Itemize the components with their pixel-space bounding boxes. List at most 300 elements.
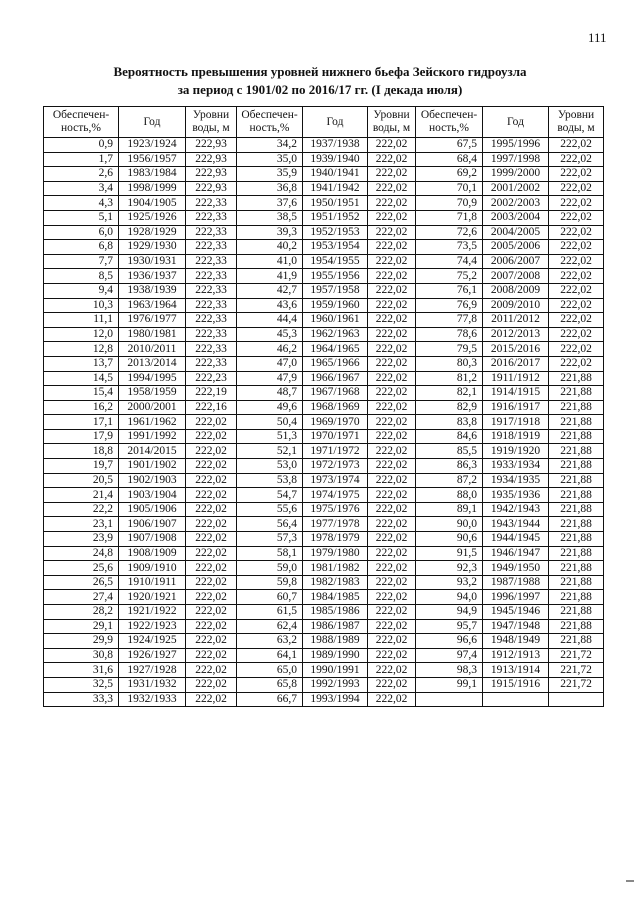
level-cell: 221,88 — [549, 605, 604, 620]
year-cell: 1902/1903 — [119, 473, 186, 488]
level-cell: 222,02 — [368, 444, 416, 459]
level-cell: 222,02 — [368, 152, 416, 167]
year-cell: 1911/1912 — [483, 371, 549, 386]
year-cell: 1906/1907 — [119, 517, 186, 532]
probability-cell: 68,4 — [416, 152, 483, 167]
year-cell: 1918/1919 — [483, 429, 549, 444]
year-cell: 1955/1956 — [303, 269, 368, 284]
year-cell: 1903/1904 — [119, 488, 186, 503]
probability-cell: 2,6 — [44, 167, 119, 182]
year-cell: 1963/1964 — [119, 298, 186, 313]
level-cell: 222,02 — [186, 663, 237, 678]
probability-cell: 92,3 — [416, 561, 483, 576]
level-cell: 222,02 — [549, 283, 604, 298]
level-cell: 222,33 — [186, 327, 237, 342]
year-cell: 1907/1908 — [119, 532, 186, 547]
level-cell: 222,33 — [186, 225, 237, 240]
level-cell: 222,02 — [186, 473, 237, 488]
level-cell: 222,02 — [368, 546, 416, 561]
probability-cell: 82,1 — [416, 386, 483, 401]
probability-cell: 94,0 — [416, 590, 483, 605]
year-cell: 1974/1975 — [303, 488, 368, 503]
year-cell: 1919/1920 — [483, 444, 549, 459]
probability-cell: 23,9 — [44, 532, 119, 547]
level-cell: 222,02 — [368, 138, 416, 153]
year-cell: 1924/1925 — [119, 634, 186, 649]
probability-cell: 41,9 — [237, 269, 303, 284]
probability-cell: 73,5 — [416, 240, 483, 255]
year-cell: 2004/2005 — [483, 225, 549, 240]
year-cell: 2011/2012 — [483, 313, 549, 328]
probability-cell: 84,6 — [416, 429, 483, 444]
probability-cell: 16,2 — [44, 400, 119, 415]
level-cell: 222,02 — [368, 663, 416, 678]
probability-cell: 90,0 — [416, 517, 483, 532]
year-cell: 1935/1936 — [483, 488, 549, 503]
probability-cell: 69,2 — [416, 167, 483, 182]
level-cell: 221,88 — [549, 561, 604, 576]
level-cell: 221,88 — [549, 415, 604, 430]
year-cell: 1950/1951 — [303, 196, 368, 211]
table-row — [44, 386, 604, 401]
year-cell: 1925/1926 — [119, 210, 186, 225]
probability-cell: 13,7 — [44, 356, 119, 371]
probability-cell: 47,0 — [237, 356, 303, 371]
probability-cell: 22,2 — [44, 502, 119, 517]
probability-cell: 3,4 — [44, 181, 119, 196]
level-cell: 221,88 — [549, 502, 604, 517]
probability-cell: 81,2 — [416, 371, 483, 386]
level-cell: 222,02 — [549, 254, 604, 269]
level-cell: 222,02 — [186, 502, 237, 517]
level-cell: 222,02 — [549, 298, 604, 313]
header-year: Год — [483, 107, 549, 138]
probability-cell: 82,9 — [416, 400, 483, 415]
table-row — [44, 371, 604, 386]
probability-cell: 40,2 — [237, 240, 303, 255]
table-row — [44, 327, 604, 342]
table-row — [44, 692, 604, 707]
year-cell: 1943/1944 — [483, 517, 549, 532]
level-cell: 222,02 — [368, 415, 416, 430]
probability-cell: 80,3 — [416, 356, 483, 371]
year-cell: 1942/1943 — [483, 502, 549, 517]
probability-cell: 20,5 — [44, 473, 119, 488]
table-row — [44, 546, 604, 561]
year-cell: 1965/1966 — [303, 356, 368, 371]
probability-cell: 71,8 — [416, 210, 483, 225]
probability-cell: 91,5 — [416, 546, 483, 561]
level-cell: 222,02 — [368, 634, 416, 649]
year-cell: 1947/1948 — [483, 619, 549, 634]
probability-cell: 70,1 — [416, 181, 483, 196]
level-cell: 222,02 — [368, 502, 416, 517]
probability-cell: 61,5 — [237, 605, 303, 620]
level-cell: 222,02 — [186, 415, 237, 430]
probability-cell: 65,8 — [237, 677, 303, 692]
year-cell: 1986/1987 — [303, 619, 368, 634]
probability-cell: 86,3 — [416, 459, 483, 474]
probability-cell: 33,3 — [44, 692, 119, 707]
probability-cell: 99,1 — [416, 677, 483, 692]
probability-cell: 18,8 — [44, 444, 119, 459]
year-cell: 1975/1976 — [303, 502, 368, 517]
probability-cell: 78,6 — [416, 327, 483, 342]
level-cell: 221,88 — [549, 386, 604, 401]
probability-cell: 1,7 — [44, 152, 119, 167]
table-row — [44, 429, 604, 444]
table-row — [44, 342, 604, 357]
header-level: Уровни воды, м — [186, 107, 237, 138]
level-cell: 221,88 — [549, 429, 604, 444]
probability-cell: 72,6 — [416, 225, 483, 240]
year-cell: 1969/1970 — [303, 415, 368, 430]
level-cell: 222,02 — [368, 532, 416, 547]
level-cell: 222,19 — [186, 386, 237, 401]
probability-cell: 76,1 — [416, 283, 483, 298]
year-cell: 1990/1991 — [303, 663, 368, 678]
level-cell: 221,88 — [549, 371, 604, 386]
year-cell: 2003/2004 — [483, 210, 549, 225]
probability-cell: 6,0 — [44, 225, 119, 240]
year-cell: 2016/2017 — [483, 356, 549, 371]
probability-cell: 12,0 — [44, 327, 119, 342]
probability-cell: 74,4 — [416, 254, 483, 269]
year-cell: 1989/1990 — [303, 648, 368, 663]
probability-cell: 36,8 — [237, 181, 303, 196]
level-cell: 221,88 — [549, 619, 604, 634]
level-cell: 222,02 — [368, 269, 416, 284]
level-cell: 221,88 — [549, 517, 604, 532]
year-cell — [483, 692, 549, 707]
year-cell: 1978/1979 — [303, 532, 368, 547]
level-cell: 221,88 — [549, 473, 604, 488]
year-cell: 1905/1906 — [119, 502, 186, 517]
year-cell: 1951/1952 — [303, 210, 368, 225]
year-cell: 1984/1985 — [303, 590, 368, 605]
header-level: Уровни воды, м — [368, 107, 416, 138]
year-cell: 2007/2008 — [483, 269, 549, 284]
level-cell: 222,02 — [549, 356, 604, 371]
year-cell: 1976/1977 — [119, 313, 186, 328]
level-cell: 222,02 — [186, 692, 237, 707]
level-cell: 221,72 — [549, 663, 604, 678]
table-row — [44, 181, 604, 196]
page-title — [40, 63, 600, 99]
level-cell: 222,02 — [368, 400, 416, 415]
probability-cell: 37,6 — [237, 196, 303, 211]
year-cell: 1939/1940 — [303, 152, 368, 167]
probability-cell: 79,5 — [416, 342, 483, 357]
table-row — [44, 269, 604, 284]
year-cell: 1933/1934 — [483, 459, 549, 474]
level-cell: 222,02 — [549, 342, 604, 357]
level-cell: 222,02 — [186, 648, 237, 663]
year-cell: 1973/1974 — [303, 473, 368, 488]
probability-cell: 9,4 — [44, 283, 119, 298]
level-cell: 222,02 — [186, 605, 237, 620]
level-cell: 222,02 — [549, 327, 604, 342]
table-row — [44, 619, 604, 634]
table-row — [44, 648, 604, 663]
level-cell: 221,88 — [549, 575, 604, 590]
year-cell: 1909/1910 — [119, 561, 186, 576]
level-cell: 222,93 — [186, 167, 237, 182]
probability-cell: 55,6 — [237, 502, 303, 517]
year-cell: 1941/1942 — [303, 181, 368, 196]
year-cell: 1958/1959 — [119, 386, 186, 401]
year-cell: 1988/1989 — [303, 634, 368, 649]
year-cell: 1956/1957 — [119, 152, 186, 167]
probability-cell: 29,9 — [44, 634, 119, 649]
level-cell: 222,02 — [186, 575, 237, 590]
year-cell: 2008/2009 — [483, 283, 549, 298]
probability-cell: 45,3 — [237, 327, 303, 342]
year-cell: 1940/1941 — [303, 167, 368, 182]
probability-cell: 14,5 — [44, 371, 119, 386]
year-cell: 1937/1938 — [303, 138, 368, 153]
level-cell: 221,88 — [549, 546, 604, 561]
table-row — [44, 590, 604, 605]
level-cell: 222,02 — [186, 546, 237, 561]
table-row — [44, 225, 604, 240]
table-row — [44, 663, 604, 678]
probability-cell: 90,6 — [416, 532, 483, 547]
year-cell: 2009/2010 — [483, 298, 549, 313]
probability-cell: 35,0 — [237, 152, 303, 167]
year-cell: 1934/1935 — [483, 473, 549, 488]
probability-cell: 39,3 — [237, 225, 303, 240]
year-cell: 2013/2014 — [119, 356, 186, 371]
level-cell: 222,02 — [368, 313, 416, 328]
level-cell: 222,02 — [186, 488, 237, 503]
level-cell: 222,02 — [186, 619, 237, 634]
level-cell: 222,02 — [186, 444, 237, 459]
level-cell: 222,33 — [186, 269, 237, 284]
level-cell: 222,02 — [368, 240, 416, 255]
table-row — [44, 356, 604, 371]
probability-cell: 48,7 — [237, 386, 303, 401]
probability-cell: 0,9 — [44, 138, 119, 153]
year-cell: 1970/1971 — [303, 429, 368, 444]
level-cell: 222,02 — [368, 356, 416, 371]
level-cell: 222,02 — [368, 677, 416, 692]
level-cell: 222,93 — [186, 152, 237, 167]
year-cell: 1982/1983 — [303, 575, 368, 590]
level-cell: 221,88 — [549, 532, 604, 547]
year-cell: 1915/1916 — [483, 677, 549, 692]
probability-cell: 38,5 — [237, 210, 303, 225]
level-cell: 221,88 — [549, 590, 604, 605]
probability-cell: 85,5 — [416, 444, 483, 459]
level-cell: 222,02 — [368, 283, 416, 298]
probability-cell: 63,2 — [237, 634, 303, 649]
probability-cell: 50,4 — [237, 415, 303, 430]
level-cell: 222,02 — [186, 429, 237, 444]
probability-cell: 75,2 — [416, 269, 483, 284]
probability-cell: 87,2 — [416, 473, 483, 488]
year-cell: 1917/1918 — [483, 415, 549, 430]
probability-cell: 35,9 — [237, 167, 303, 182]
year-cell: 1927/1928 — [119, 663, 186, 678]
level-cell: 222,33 — [186, 210, 237, 225]
title-line-1: Вероятность превышения уровней нижнего бьефа Зейского гидроузла — [113, 64, 527, 79]
table-row — [44, 532, 604, 547]
probability-cell: 67,5 — [416, 138, 483, 153]
table-row — [44, 634, 604, 649]
level-cell: 222,02 — [549, 196, 604, 211]
table-row — [44, 561, 604, 576]
year-cell: 1995/1996 — [483, 138, 549, 153]
level-cell: 222,02 — [368, 605, 416, 620]
level-cell: 221,88 — [549, 459, 604, 474]
probability-cell: 65,0 — [237, 663, 303, 678]
probability-cell: 34,2 — [237, 138, 303, 153]
probability-cell: 21,4 — [44, 488, 119, 503]
year-cell: 1983/1984 — [119, 167, 186, 182]
year-cell: 1966/1967 — [303, 371, 368, 386]
level-cell: 222,02 — [368, 181, 416, 196]
probability-cell: 32,5 — [44, 677, 119, 692]
level-cell: 222,02 — [368, 225, 416, 240]
probability-cell: 53,8 — [237, 473, 303, 488]
probability-cell: 66,7 — [237, 692, 303, 707]
level-cell: 222,33 — [186, 283, 237, 298]
table-row — [44, 240, 604, 255]
year-cell: 1931/1932 — [119, 677, 186, 692]
probability-cell: 95,7 — [416, 619, 483, 634]
probability-cell: 5,1 — [44, 210, 119, 225]
table-row — [44, 677, 604, 692]
level-cell: 222,02 — [368, 692, 416, 707]
probability-cell: 47,9 — [237, 371, 303, 386]
probability-cell: 12,8 — [44, 342, 119, 357]
probability-cell: 49,6 — [237, 400, 303, 415]
probability-cell: 4,3 — [44, 196, 119, 211]
level-cell: 222,33 — [186, 356, 237, 371]
year-cell: 1922/1923 — [119, 619, 186, 634]
year-cell: 1913/1914 — [483, 663, 549, 678]
probability-cell: 24,8 — [44, 546, 119, 561]
level-cell: 222,02 — [368, 648, 416, 663]
table-row — [44, 298, 604, 313]
level-cell: 222,23 — [186, 371, 237, 386]
year-cell: 1946/1947 — [483, 546, 549, 561]
probability-cell: 53,0 — [237, 459, 303, 474]
year-cell: 1996/1997 — [483, 590, 549, 605]
level-cell: 222,02 — [368, 254, 416, 269]
level-cell: 221,88 — [549, 444, 604, 459]
year-cell: 1985/1986 — [303, 605, 368, 620]
year-cell: 1929/1930 — [119, 240, 186, 255]
table-row — [44, 605, 604, 620]
probability-cell: 15,4 — [44, 386, 119, 401]
level-cell: 222,02 — [186, 459, 237, 474]
probability-cell: 83,8 — [416, 415, 483, 430]
table-row — [44, 575, 604, 590]
table-row — [44, 502, 604, 517]
year-cell: 1981/1982 — [303, 561, 368, 576]
year-cell: 2006/2007 — [483, 254, 549, 269]
level-cell: 222,02 — [368, 517, 416, 532]
probability-cell: 23,1 — [44, 517, 119, 532]
table-row — [44, 254, 604, 269]
level-cell: 222,02 — [186, 517, 237, 532]
probability-cell: 41,0 — [237, 254, 303, 269]
level-cell: 222,02 — [186, 532, 237, 547]
level-cell: 222,02 — [549, 240, 604, 255]
probability-cell: 44,4 — [237, 313, 303, 328]
level-cell: 222,02 — [368, 488, 416, 503]
table-row — [44, 210, 604, 225]
year-cell: 1912/1913 — [483, 648, 549, 663]
probability-cell: 7,7 — [44, 254, 119, 269]
probability-cell: 17,9 — [44, 429, 119, 444]
header-year: Год — [119, 107, 186, 138]
level-cell: 222,02 — [368, 167, 416, 182]
level-cell: 222,02 — [549, 269, 604, 284]
probability-cell: 11,1 — [44, 313, 119, 328]
year-cell: 1952/1953 — [303, 225, 368, 240]
year-cell: 1967/1968 — [303, 386, 368, 401]
level-cell: 222,02 — [549, 313, 604, 328]
year-cell: 2000/2001 — [119, 400, 186, 415]
table-row — [44, 473, 604, 488]
level-cell: 222,02 — [368, 196, 416, 211]
header-probability: Обеспечен-ность,% — [44, 107, 119, 138]
year-cell: 1953/1954 — [303, 240, 368, 255]
year-cell: 1999/2000 — [483, 167, 549, 182]
level-cell: 222,02 — [368, 619, 416, 634]
year-cell: 2014/2015 — [119, 444, 186, 459]
level-cell: 222,02 — [549, 210, 604, 225]
year-cell: 1910/1911 — [119, 575, 186, 590]
year-cell: 1938/1939 — [119, 283, 186, 298]
level-cell: 222,02 — [368, 590, 416, 605]
year-cell: 1914/1915 — [483, 386, 549, 401]
year-cell: 1979/1980 — [303, 546, 368, 561]
probability-cell: 51,3 — [237, 429, 303, 444]
level-cell: 222,02 — [549, 225, 604, 240]
table-row — [44, 152, 604, 167]
probability-table — [43, 106, 604, 707]
year-cell: 2012/2013 — [483, 327, 549, 342]
year-cell: 1994/1995 — [119, 371, 186, 386]
probability-cell: 60,7 — [237, 590, 303, 605]
level-cell: 222,02 — [368, 342, 416, 357]
level-cell: 222,02 — [368, 327, 416, 342]
level-cell: 222,33 — [186, 313, 237, 328]
probability-cell: 94,9 — [416, 605, 483, 620]
header-year: Год — [303, 107, 368, 138]
header-probability: Обеспечен-ность,% — [237, 107, 303, 138]
table-row — [44, 167, 604, 182]
probability-cell: 93,2 — [416, 575, 483, 590]
page-number: 111 — [588, 30, 607, 45]
level-cell: 222,02 — [368, 429, 416, 444]
level-cell: 222,93 — [186, 138, 237, 153]
title-line-2: за период с 1901/02 по 2016/17 гг. (I декада июля) — [177, 82, 463, 97]
year-cell: 1961/1962 — [119, 415, 186, 430]
level-cell: 222,02 — [368, 298, 416, 313]
probability-cell: 27,4 — [44, 590, 119, 605]
level-cell: 222,02 — [368, 575, 416, 590]
level-cell: 222,02 — [549, 138, 604, 153]
level-cell: 222,02 — [368, 459, 416, 474]
year-cell: 1908/1909 — [119, 546, 186, 561]
level-cell: 221,88 — [549, 634, 604, 649]
table-row — [44, 196, 604, 211]
